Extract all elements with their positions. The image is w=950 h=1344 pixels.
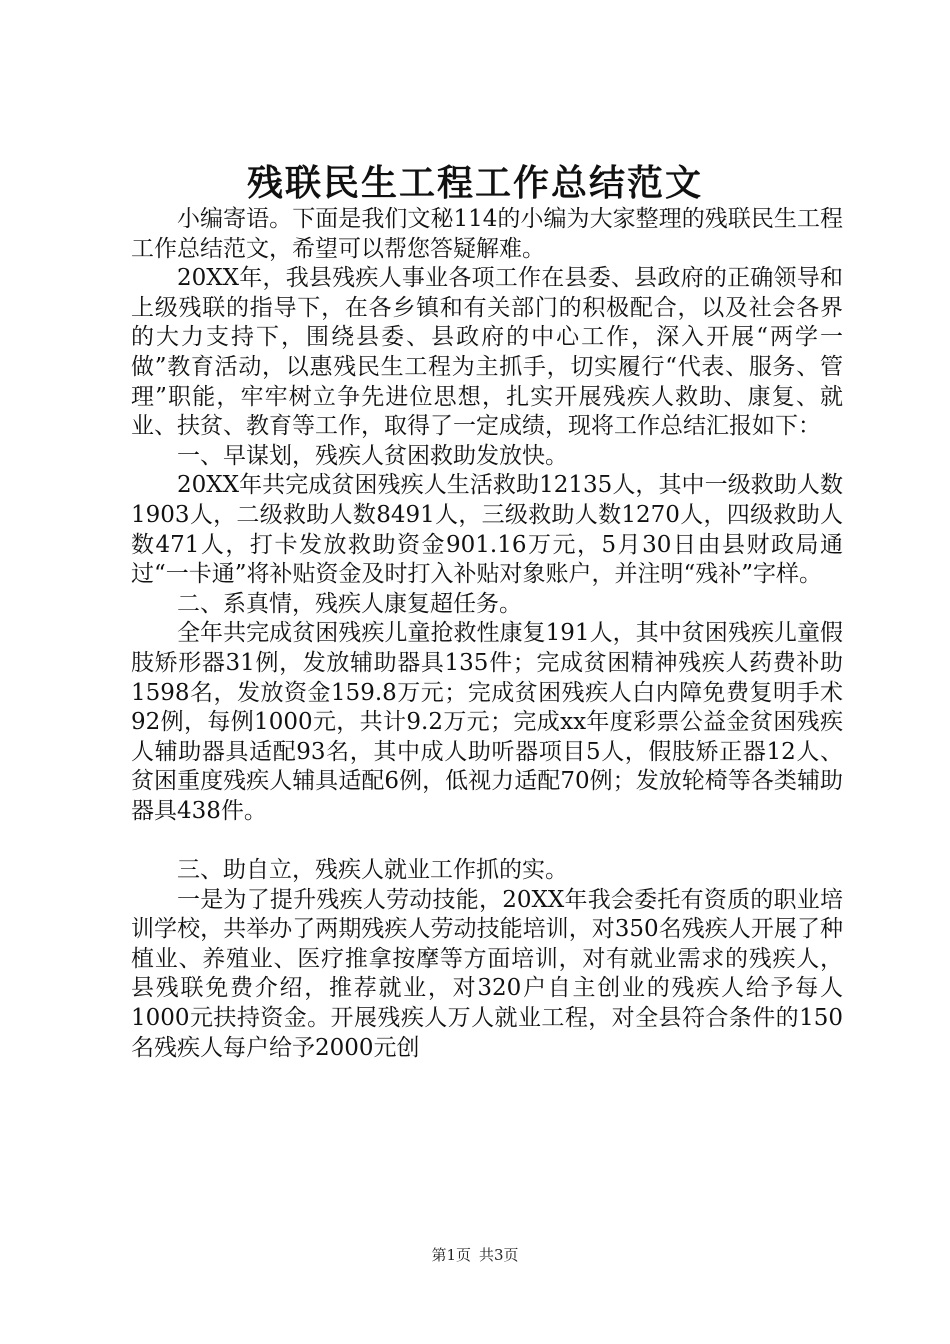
section-heading-1: 一、早谋划，残疾人贫困救助发放快。 xyxy=(177,442,568,469)
document-body xyxy=(131,205,843,1063)
page-footer xyxy=(0,1245,950,1265)
section-heading-3: 三、助自立，残疾人就业工作抓的实。 xyxy=(177,857,568,884)
paragraph-rehabilitation: 全年共完成贫困残疾儿童抢救性康复191人，其中贫困残疾儿童假肢矫形器31例，发放辅助器具135件；完成贫困精神残疾人药费补助1598名，发放资金159.8万元；完成贫困残疾人白内障免费复明手术92例，每例1000元，共计9.2万元；完成xx年度彩票公益金贫困残疾人辅助器具适配93名，其中成人助听器项目5人，假肢矫正器12人、贫困重度残疾人辅具适配6例，低视力适配70例；发放轮椅等各类辅助器具438件。 xyxy=(131,620,843,824)
page-total: 共3页 xyxy=(479,1246,519,1264)
paragraph-employment: 一是为了提升残疾人劳动技能，20XX年我会委托有资质的职业培训学校，共举办了两期残疾人劳动技能培训，对350名残疾人开展了种植业、养殖业、医疗推拿按摩等方面培训，对有就业需求的残疾人，县残联免费介绍，推荐就业，对320户自主创业的残疾人给予每人1000元扶持资金。开展残疾人万人就业工程，对全县符合条件的150名残疾人每户给予2000元创 xyxy=(131,886,843,1061)
document-title: 残联民生工程工作总结范文 xyxy=(246,162,703,204)
paragraph-intro: 小编寄语。下面是我们文秘114的小编为大家整理的残联民生工程工作总结范文，希望可以帮您答疑解难。 xyxy=(131,206,843,262)
paragraph-relief: 20XX年共完成贫困残疾人生活救助12135人，其中一级救助人数1903人，二级救助人数8491人，三级救助人数1270人，四级救助人数471人，打卡发放救助资金901.16万元，5月30日由县财政局通过“一卡通”将补贴资金及时打入补贴对象账户，并注明“残补”字样。 xyxy=(131,472,843,588)
page-number: 第1页 xyxy=(431,1246,471,1264)
paragraph-overview: 20XX年，我县残疾人事业各项工作在县委、县政府的正确领导和上级残联的指导下，在各乡镇和有关部门的积极配合，以及社会各界的大力支持下，围绕县委、县政府的中心工作，深入开展“两学一做”教育活动，以惠残民生工程为主抓手，切实履行“代表、服务、管理”职能，牢牢树立争先进位思想，扎实开展残疾人救助、康复、就业、扶贫、教育等工作，取得了一定成绩，现将工作总结汇报如下： xyxy=(131,265,843,440)
section-heading-2: 二、系真情，残疾人康复超任务。 xyxy=(177,590,522,617)
